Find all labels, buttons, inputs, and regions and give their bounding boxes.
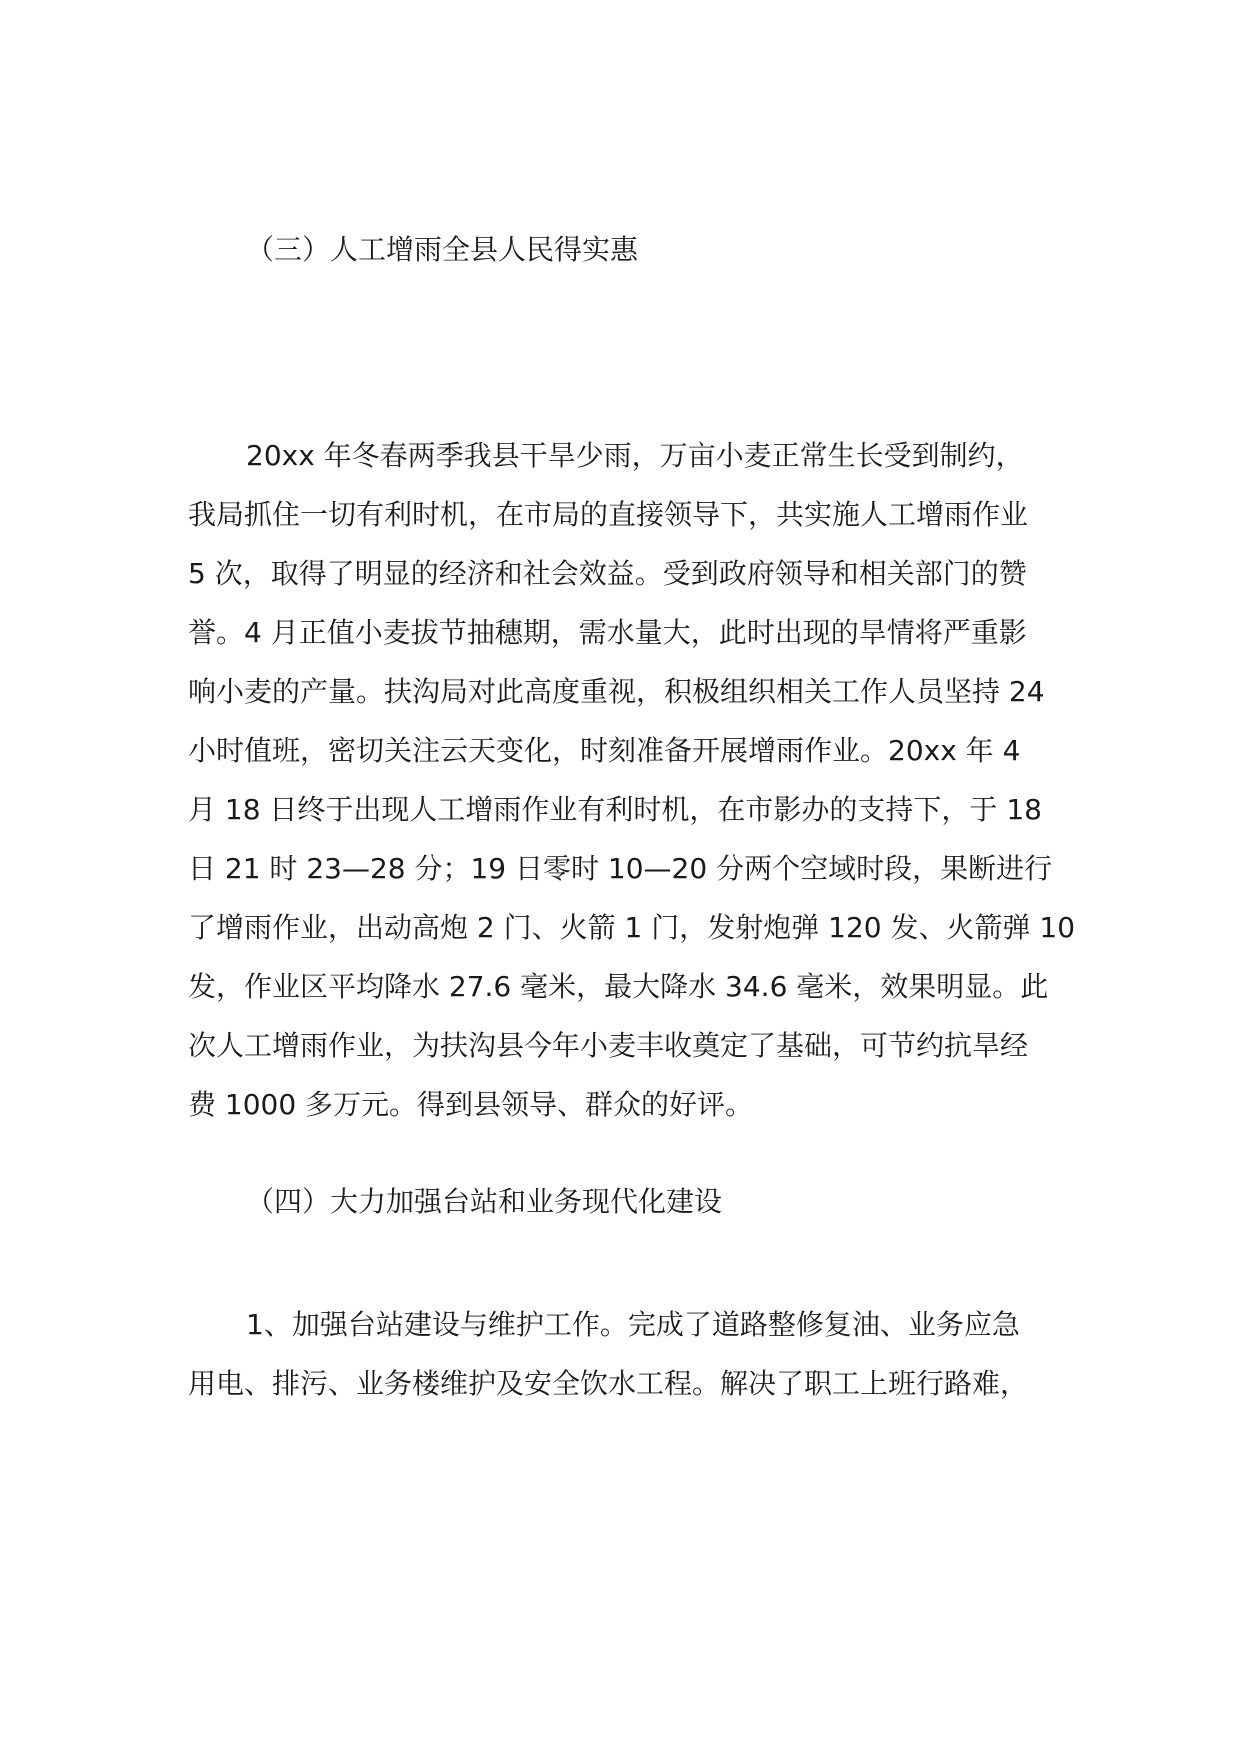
paragraph-1-line-4: 誉。4 月正值小麦拔节抽穗期，需水量大，此时出现的旱情将严重影	[188, 616, 1027, 649]
paragraph-1-line-6: 小时值班，密切关注云天变化，时刻准备开展增雨作业。20xx 年 4	[188, 734, 1021, 767]
paragraph-1-line-7: 月 18 日终于出现人工增雨作业有利时机，在市影办的支持下，于 18	[188, 793, 1042, 826]
paragraph-1-line-9: 了增雨作业，出动高炮 2 门、火箭 1 门，发射炮弹 120 发、火箭弹 10	[188, 911, 1076, 944]
paragraph-1-line-12: 费 1000 多万元。得到县领导、群众的好评。	[188, 1088, 754, 1121]
paragraph-1-line-2: 我局抓住一切有利时机，在市局的直接领导下，共实施人工增雨作业	[188, 498, 1029, 531]
section-heading-3: （三）人工增雨全县人民得实惠	[246, 233, 639, 266]
section-heading-4: （四）大力加强台站和业务现代化建设	[246, 1185, 723, 1218]
paragraph-1-line-5: 响小麦的产量。扶沟局对此高度重视，积极组织相关工作人员坚持 24	[188, 675, 1045, 708]
paragraph-1-line-8: 日 21 时 23—28 分；19 日零时 10—20 分两个空域时段，果断进行	[188, 852, 1053, 885]
paragraph-1-line-1: 20xx 年冬春两季我县干旱少雨，万亩小麦正常生长受到制约，	[246, 439, 1024, 472]
paragraph-1-line-3: 5 次，取得了明显的经济和社会效益。受到政府领导和相关部门的赞	[188, 557, 1027, 590]
paragraph-2-line-2: 用电、排污、业务楼维护及安全饮水工程。解决了职工上班行路难，	[188, 1367, 1029, 1400]
paragraph-1-line-11: 次人工增雨作业，为扶沟县今年小麦丰收奠定了基础，可节约抗旱经	[188, 1029, 1029, 1062]
paragraph-1-line-10: 发，作业区平均降水 27.6 毫米，最大降水 34.6 毫米，效果明显。此	[188, 970, 1049, 1003]
paragraph-2-line-1: 1、加强台站建设与维护工作。完成了道路整修复油、业务应急	[246, 1308, 1020, 1341]
